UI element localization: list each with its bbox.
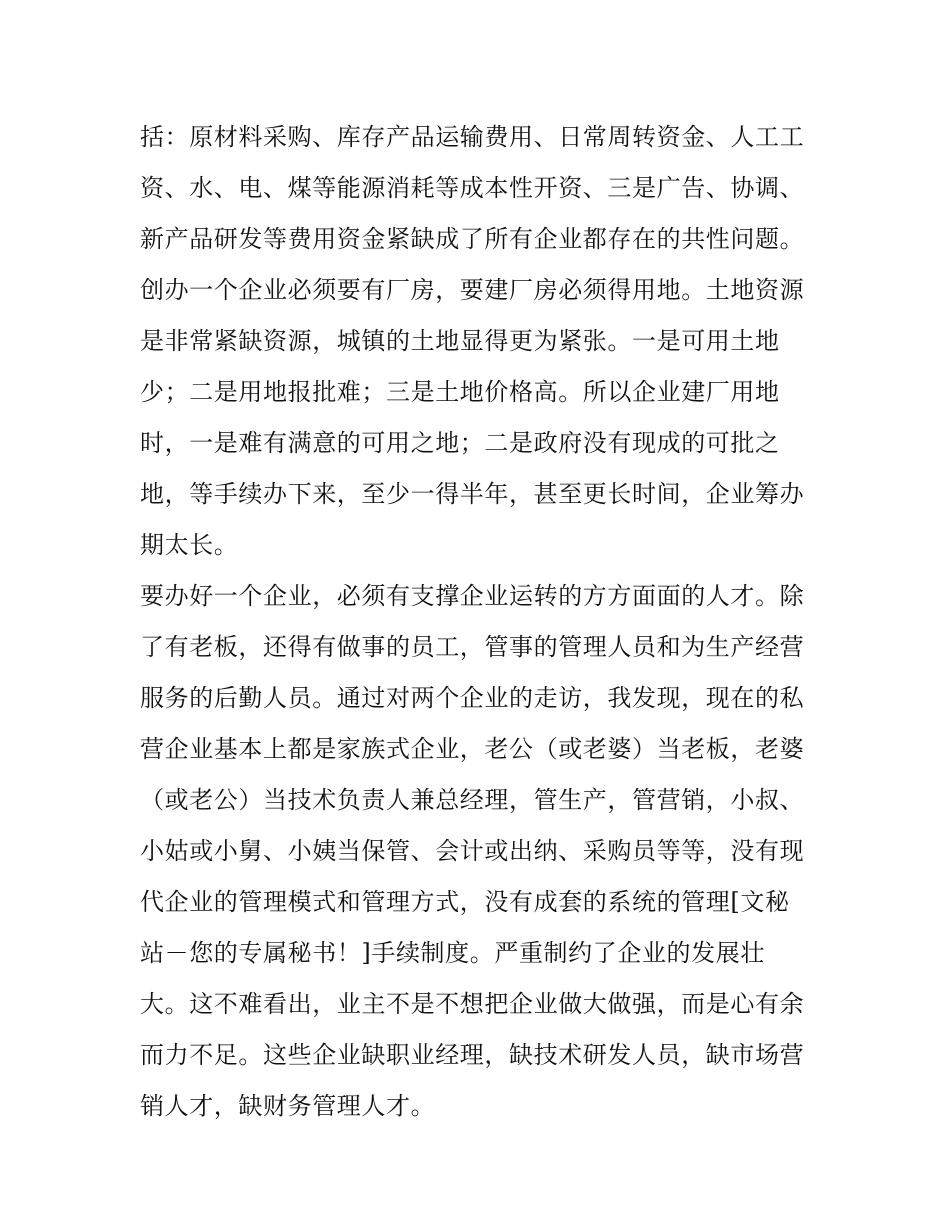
text-line: 括：原材料采购、库存产品运输费用、日常周转资金、人工工 [140, 123, 805, 151]
text-line: 服务的后勤人员。通过对两个企业的走访，我发现，现在的私 [140, 684, 805, 712]
text-line: 而力不足。这些企业缺职业经理，缺技术研发人员，缺市场营 [140, 1041, 805, 1069]
text-line: 销人才，缺财务管理人才。 [140, 1092, 436, 1120]
text-line: 时，一是难有满意的可用之地；二是政府没有现成的可批之 [140, 429, 780, 457]
text-line: 地，等手续办下来，至少一得半年，甚至更长时间，企业筹办 [140, 480, 805, 508]
text-line: （或老公）当技术负责人兼总经理，管生产，管营销，小叔、 [140, 786, 805, 814]
text-line: 是非常紧缺资源，城镇的土地显得更为紧张。一是可用土地 [140, 327, 780, 355]
body-text [140, 112, 830, 1132]
text-line: 代企业的管理模式和管理方式，没有成套的系统的管理[文秘 [140, 888, 790, 916]
text-line: 站－您的专属秘书！]手续制度。严重制约了企业的发展壮 [140, 939, 765, 967]
text-line: 大。这不难看出，业主不是不想把企业做大做强，而是心有余 [140, 990, 805, 1018]
text-line: 期太长。 [140, 531, 239, 559]
text-line: 小姑或小舅、小姨当保管、会计或出纳、采购员等等，没有现 [140, 837, 805, 865]
text-line: 新产品研发等费用资金紧缺成了所有企业都存在的共性问题。 [140, 225, 805, 253]
text-line: 创办一个企业必须要有厂房，要建厂房必须得用地。土地资源 [140, 276, 805, 304]
text-line: 要办好一个企业，必须有支撑企业运转的方方面面的人才。除 [140, 582, 805, 610]
text-line: 资、水、电、煤等能源消耗等成本性开资、三是广告、协调、 [140, 174, 805, 202]
text-line: 营企业基本上都是家族式企业，老公（或老婆）当老板，老婆 [140, 735, 805, 763]
text-line: 了有老板，还得有做事的员工，管事的管理人员和为生产经营 [140, 633, 805, 661]
text-line: 少；二是用地报批难；三是土地价格高。所以企业建厂用地 [140, 378, 780, 406]
